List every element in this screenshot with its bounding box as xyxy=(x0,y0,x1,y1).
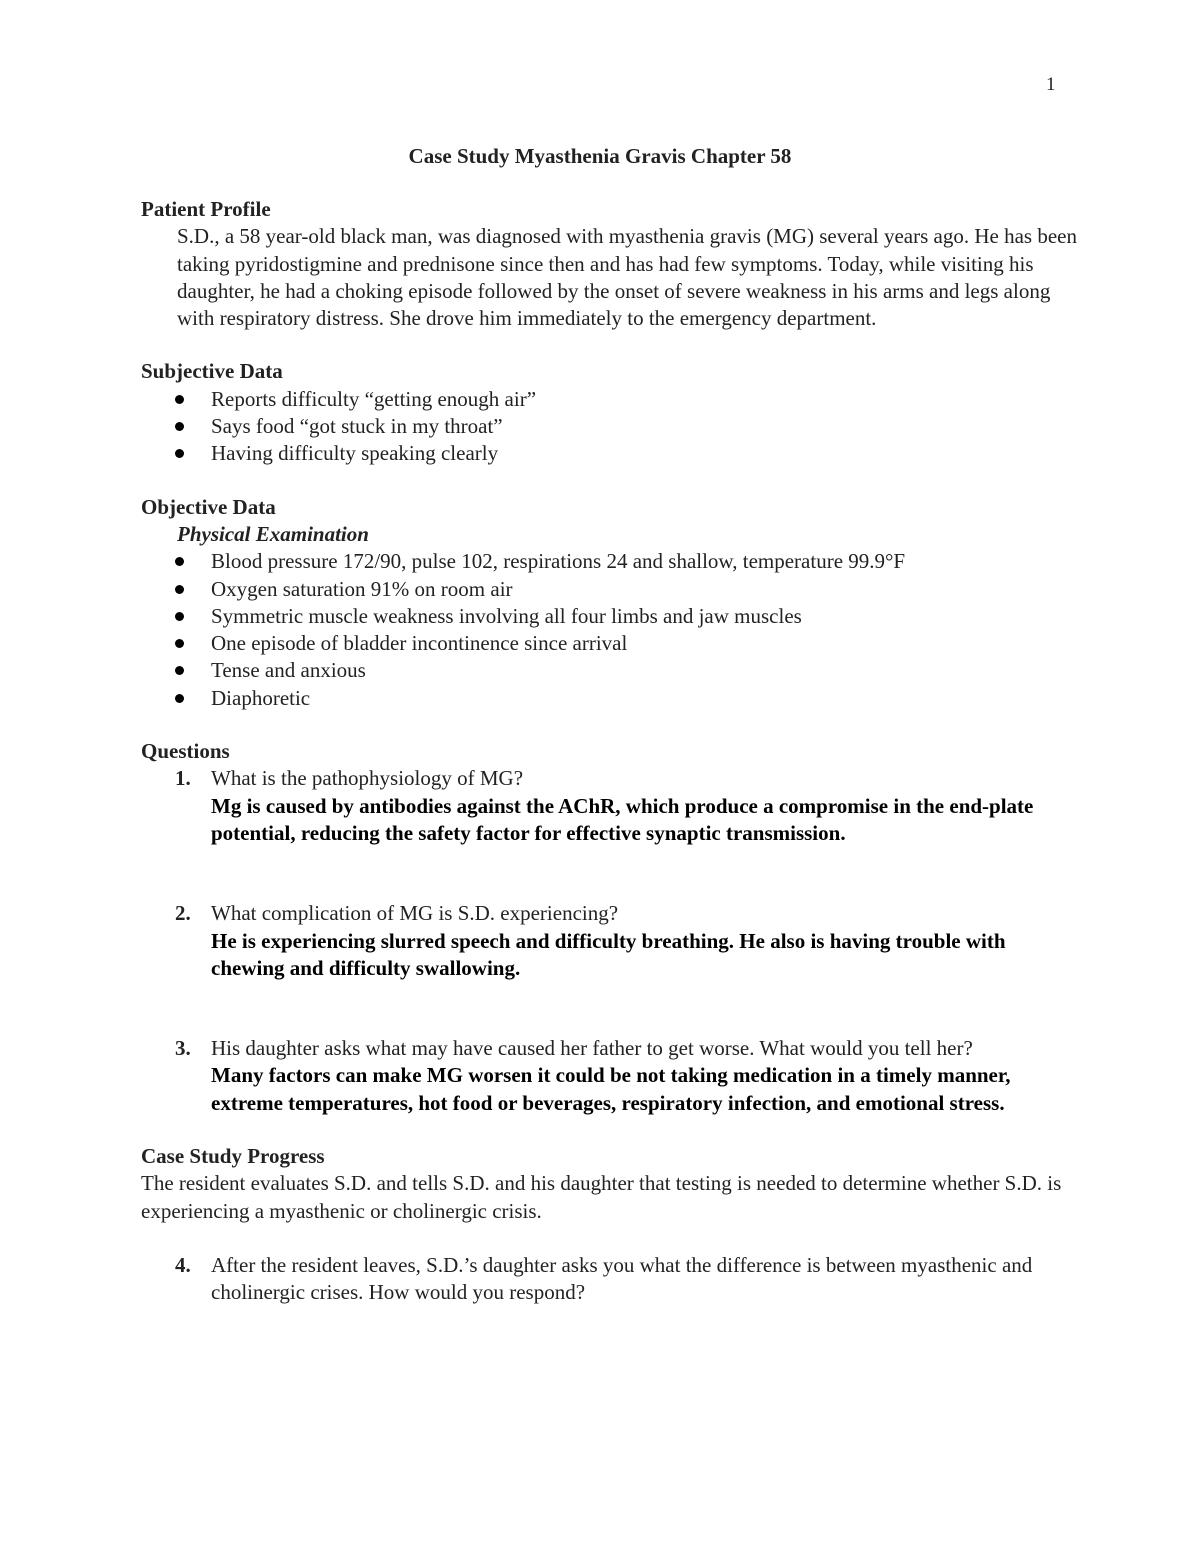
bullet-icon xyxy=(175,666,184,675)
bullet-icon xyxy=(175,694,184,703)
question-text: What is the pathophysiology of MG? xyxy=(211,766,524,791)
list-item: Tense and anxious xyxy=(141,657,1081,684)
patient-profile-heading: Patient Profile xyxy=(141,197,271,221)
question-number: 3. xyxy=(175,1036,191,1061)
questions-heading: Questions xyxy=(141,739,230,764)
subjective-data-list xyxy=(141,386,1081,468)
list-item: Reports difficulty “getting enough air” xyxy=(141,386,1081,413)
document-title: Case Study Myasthenia Gravis Chapter 58 xyxy=(408,144,792,168)
list-item: Blood pressure 172/90, pulse 102, respirations 24 and shallow, temperature 99.9°F xyxy=(141,548,1081,575)
question-3 xyxy=(141,1035,1081,1117)
question-4 xyxy=(141,1252,1081,1307)
bullet-icon xyxy=(175,422,184,431)
question-text: What complication of MG is S.D. experiencing? xyxy=(211,901,619,926)
question-2 xyxy=(141,900,1081,982)
physical-examination-subheading: Physical Examination xyxy=(177,521,369,546)
bullet-icon xyxy=(175,585,184,594)
bullet-icon xyxy=(175,639,184,648)
case-study-progress-text: The resident evaluates S.D. and tells S.D. and his daughter that testing is needed to determine whether S.D. is experiencing a myasthenic or cholinergic crisis. xyxy=(141,1171,1062,1223)
question-number: 1. xyxy=(175,766,191,791)
bullet-icon xyxy=(175,395,184,404)
answer-text: He is experiencing slurred speech and difficulty breathing. He also is having trouble with chewing and difficulty swallowing. xyxy=(211,928,1006,980)
subjective-data-heading: Subjective Data xyxy=(141,359,283,384)
question-1 xyxy=(141,765,1081,847)
answer-text: Mg is caused by antibodies against the AChR, which produce a compromise in the end-plate potential, reducing the safety factor for effective synaptic transmission. xyxy=(211,793,1034,845)
bullet-icon xyxy=(175,612,184,621)
page-number: 1 xyxy=(1046,74,1056,95)
list-item: Says food “got stuck in my throat” xyxy=(141,413,1081,440)
objective-data-list xyxy=(141,548,1081,712)
list-item: Symmetric muscle weakness involving all four limbs and jaw muscles xyxy=(141,603,1081,630)
bullet-icon xyxy=(175,449,184,458)
bullet-icon xyxy=(175,557,184,566)
patient-profile-text: S.D., a 58 year-old black man, was diagnosed with myasthenia gravis (MG) several years ago. He has been taking pyridostigmine and prednisone since then and has had few symptoms. Today, while visiting his daughter, he had a choking episode followed by the onset of severe weakness in his arms and legs along with respiratory distress. She drove him immediately to the emergency department. xyxy=(177,224,1077,331)
objective-data-heading: Objective Data xyxy=(141,494,276,519)
list-item: One episode of bladder incontinence since arrival xyxy=(141,630,1081,657)
answer-text: Many factors can make MG worsen it could be not taking medication in a timely manner, extreme temperatures, hot food or beverages, respiratory infection, and emotional stress. xyxy=(211,1063,1011,1115)
question-text: His daughter asks what may have caused her father to get worse. What would you tell her? xyxy=(211,1036,973,1061)
list-item: Having difficulty speaking clearly xyxy=(141,440,1081,467)
document-body xyxy=(141,196,1081,1307)
question-number: 2. xyxy=(175,901,191,926)
question-text: After the resident leaves, S.D.’s daughter asks you what the difference is between myasthenic and cholinergic crises. How would you respond? xyxy=(211,1252,1033,1305)
list-item: Oxygen saturation 91% on room air xyxy=(141,576,1081,603)
question-number: 4. xyxy=(175,1252,191,1277)
list-item: Diaphoretic xyxy=(141,685,1081,712)
case-study-progress-heading: Case Study Progress xyxy=(141,1144,325,1169)
